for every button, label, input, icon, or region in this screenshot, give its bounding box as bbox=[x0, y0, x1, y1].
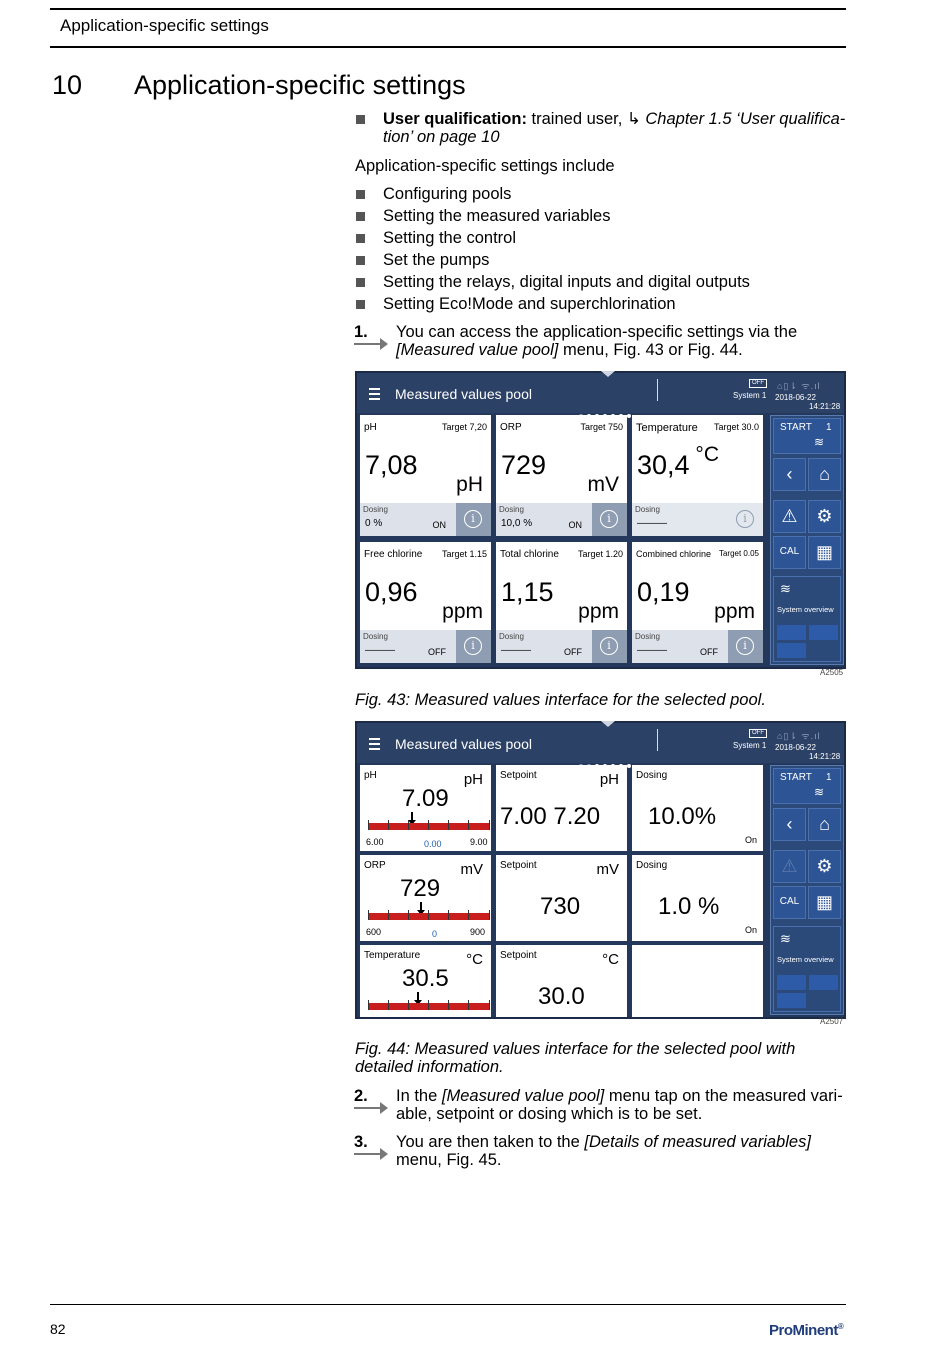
home-icon: ⌂ bbox=[819, 464, 830, 484]
dosing-label: Dosing bbox=[499, 632, 524, 641]
pool-wave-icon: ≋ bbox=[780, 931, 791, 946]
range-scale bbox=[368, 823, 490, 830]
list-item-text: Configuring pools bbox=[383, 185, 512, 203]
list-item-text: Set the pumps bbox=[383, 251, 490, 269]
list-item bbox=[356, 295, 750, 317]
divider bbox=[657, 379, 658, 401]
bullet-square bbox=[356, 256, 365, 265]
prominent-logo bbox=[769, 1322, 843, 1339]
overview-tile[interactable] bbox=[777, 643, 806, 658]
step-arrow-icon bbox=[354, 1107, 386, 1109]
registered-mark: ® bbox=[837, 1322, 844, 1331]
menu-icon[interactable] bbox=[369, 388, 380, 403]
fig44-screen bbox=[355, 721, 846, 1019]
step-text: You can access the application-specific settings via the bbox=[396, 323, 798, 341]
status-icons: ⌂▯⇂ ᯤ.ıl bbox=[777, 381, 821, 391]
dosing-label: Dosing bbox=[635, 632, 660, 641]
tile-unit: °C bbox=[695, 443, 719, 466]
tile-target: Target 7,20 bbox=[441, 422, 487, 432]
step-text: In the bbox=[396, 1087, 438, 1105]
start-number: 1 bbox=[826, 422, 832, 433]
tile-target: Target 0.05 bbox=[718, 549, 759, 558]
dosing-value: 10.0% bbox=[648, 803, 717, 830]
screen-top-bar bbox=[357, 373, 844, 413]
warning-button[interactable] bbox=[773, 850, 806, 883]
qualification-label: User qualification: bbox=[383, 110, 527, 128]
back-button[interactable] bbox=[773, 458, 806, 491]
tile-unit: mV bbox=[460, 861, 483, 878]
dosing-state: OFF bbox=[700, 647, 718, 657]
tile-value: 30.5 bbox=[402, 965, 449, 992]
chapter-title: Application-specific settings bbox=[134, 70, 466, 100]
home-icon: ⌂ bbox=[819, 814, 830, 834]
dosing-value: ——— bbox=[637, 518, 667, 529]
orp-setpoint-tile[interactable] bbox=[496, 855, 627, 941]
settings-button[interactable] bbox=[808, 850, 841, 883]
back-icon: ‹ bbox=[786, 814, 793, 834]
system-name: System 1 bbox=[733, 391, 767, 400]
fig43-caption: Fig. 43: Measured values interface for the selected pool. bbox=[355, 691, 766, 709]
overview-tile[interactable] bbox=[777, 625, 806, 640]
dosing-state: On bbox=[744, 925, 757, 935]
chart-button[interactable] bbox=[808, 886, 841, 919]
off-badge: OFF bbox=[749, 379, 767, 388]
list-item bbox=[356, 229, 750, 251]
tile-label: ORP bbox=[364, 860, 386, 871]
bullet-square bbox=[356, 190, 365, 199]
chapter-number: 10 bbox=[52, 70, 83, 100]
setpoint-value: 7.00 7.20 bbox=[500, 803, 601, 830]
dosing-value: ——— bbox=[501, 645, 531, 656]
ph-detail-tile[interactable] bbox=[360, 765, 491, 851]
value-marker-icon bbox=[417, 992, 419, 1002]
overview-tile[interactable] bbox=[777, 993, 806, 1008]
list-item-text: Setting the relays, digital inputs and digital outputs bbox=[383, 273, 750, 291]
header-top-rule bbox=[50, 8, 846, 10]
logo-text: ProMinent bbox=[769, 1322, 838, 1339]
qualification-text: trained user, bbox=[531, 110, 623, 128]
menu-icon[interactable] bbox=[369, 738, 380, 753]
pull-down-tab[interactable] bbox=[601, 721, 615, 727]
tile-label: Temperature bbox=[364, 950, 421, 961]
tile-value: 1,15 bbox=[501, 577, 554, 607]
info-button[interactable] bbox=[456, 503, 491, 536]
overview-tile[interactable] bbox=[809, 975, 838, 990]
tile-unit: pH bbox=[456, 473, 483, 496]
tile-label: Total chlorine bbox=[500, 549, 559, 560]
setpoint-unit: pH bbox=[599, 771, 619, 788]
overview-tile[interactable] bbox=[809, 625, 838, 640]
info-button[interactable] bbox=[456, 630, 491, 663]
caption-line: detailed information. bbox=[355, 1058, 504, 1076]
info-icon: i bbox=[736, 510, 754, 528]
info-button[interactable] bbox=[592, 503, 627, 536]
combined-chlorine-tile[interactable] bbox=[632, 542, 763, 663]
dosing-label: Dosing bbox=[636, 770, 668, 781]
value-marker-icon bbox=[420, 902, 422, 912]
dosing-bar[interactable] bbox=[496, 630, 627, 663]
tile-value: 0,96 bbox=[365, 577, 418, 607]
step-number: 2. bbox=[354, 1087, 368, 1105]
scale-min: 6.00 bbox=[366, 837, 384, 847]
warning-icon: ⚠ bbox=[781, 856, 798, 876]
side-panel bbox=[770, 765, 844, 1015]
bullet-square bbox=[356, 278, 365, 287]
tile-unit: °C bbox=[466, 951, 483, 968]
system-overview-button[interactable] bbox=[773, 576, 841, 662]
orp-detail-tile[interactable] bbox=[360, 855, 491, 941]
dosing-state: OFF bbox=[564, 647, 582, 657]
side-panel bbox=[770, 415, 844, 665]
reference-arrow-icon: ↳ bbox=[626, 110, 641, 128]
scale-max: 900 bbox=[470, 927, 486, 937]
pool-wave-icon: ≋ bbox=[780, 581, 791, 596]
dosing-label: Dosing bbox=[635, 505, 660, 514]
tile-label: pH bbox=[364, 770, 377, 781]
cal-label: CAL bbox=[779, 546, 800, 557]
page-dots[interactable] bbox=[579, 405, 635, 409]
page-number: 82 bbox=[50, 1321, 66, 1337]
step-number: 1. bbox=[354, 323, 368, 341]
start-label: START bbox=[780, 422, 812, 433]
chapter-reference-link-cont[interactable]: tion’ on page 10 bbox=[383, 128, 500, 146]
tile-value: 0,19 bbox=[637, 577, 690, 607]
scale-mid: 0 bbox=[432, 929, 438, 939]
screen-time: 14:21:28 bbox=[809, 752, 841, 761]
tile-unit: pH bbox=[463, 771, 483, 788]
dosing-label: Dosing bbox=[363, 505, 388, 514]
pool-wave-icon: ≋ bbox=[814, 435, 825, 449]
intro-text: Application-specific settings include bbox=[355, 157, 615, 175]
running-header: Application-specific settings bbox=[60, 16, 269, 35]
ph-dosing-tile[interactable] bbox=[632, 765, 763, 851]
step-arrow-icon bbox=[354, 343, 386, 345]
chart-icon: ▦ bbox=[815, 892, 833, 912]
system-overview-label: System overview bbox=[777, 955, 834, 964]
dosing-bar[interactable] bbox=[360, 503, 491, 536]
info-button[interactable] bbox=[728, 630, 763, 663]
tile-label: Temperature bbox=[636, 422, 698, 434]
settings-button[interactable] bbox=[808, 500, 841, 533]
screen-top-bar bbox=[357, 723, 844, 763]
step-text-cont: able, setpoint or dosing which is to be set. bbox=[396, 1105, 703, 1123]
menu-reference: [Details of measured variables] bbox=[584, 1133, 811, 1151]
warning-button[interactable] bbox=[773, 500, 806, 533]
warning-icon: ⚠ bbox=[781, 506, 798, 526]
dosing-bar[interactable] bbox=[496, 503, 627, 536]
value-marker-icon bbox=[411, 812, 413, 822]
home-button[interactable] bbox=[808, 808, 841, 841]
tile-unit: mV bbox=[587, 473, 619, 496]
ph-tile[interactable] bbox=[360, 415, 491, 536]
page-dots[interactable] bbox=[579, 755, 635, 759]
screen-time: 14:21:28 bbox=[809, 402, 841, 411]
dosing-value: 1.0 % bbox=[658, 893, 720, 920]
setpoint-unit: mV bbox=[596, 861, 619, 878]
bullet-square bbox=[356, 212, 365, 221]
start-label: START bbox=[780, 772, 812, 783]
setpoint-value: 30.0 bbox=[538, 983, 585, 1010]
tile-unit: ppm bbox=[442, 600, 483, 623]
start-number: 1 bbox=[826, 772, 832, 783]
gear-icon: ⚙ bbox=[816, 856, 833, 876]
system-name: System 1 bbox=[733, 741, 767, 750]
tile-value: 729 bbox=[501, 450, 547, 480]
dosing-value: ——— bbox=[637, 645, 667, 656]
setpoint-unit: °C bbox=[602, 951, 619, 968]
system-overview-button[interactable] bbox=[773, 926, 841, 1012]
temperature-tile[interactable] bbox=[632, 415, 763, 536]
tile-label: Combined chlorine bbox=[636, 549, 712, 559]
menu-reference: [Measured value pool] bbox=[396, 341, 559, 359]
step-text-cont: menu, Fig. 43 or Fig. 44. bbox=[562, 341, 743, 359]
list-item-text: Setting the measured variables bbox=[383, 207, 611, 225]
info-icon: i bbox=[736, 637, 754, 655]
step-text-cont: menu tap on the measured vari- bbox=[608, 1087, 843, 1105]
off-badge: OFF bbox=[749, 729, 767, 738]
tile-label: pH bbox=[364, 422, 377, 433]
bullet-square bbox=[356, 234, 365, 243]
tile-target: Target 30.0 bbox=[713, 422, 759, 432]
orp-tile[interactable] bbox=[496, 415, 627, 536]
overview-tile[interactable] bbox=[777, 975, 806, 990]
dosing-value: 0 % bbox=[365, 518, 383, 529]
back-button[interactable] bbox=[773, 808, 806, 841]
list-item bbox=[356, 273, 750, 295]
range-scale bbox=[368, 1003, 490, 1010]
info-icon: i bbox=[464, 637, 482, 655]
tile-value: 30,4 bbox=[637, 450, 690, 480]
step-arrow-icon bbox=[354, 1153, 386, 1155]
status-icons: ⌂▯⇂ ᯤ.ıl bbox=[777, 731, 821, 741]
pull-down-tab[interactable] bbox=[601, 371, 615, 377]
setpoint-label: Setpoint bbox=[500, 950, 537, 961]
tile-unit: ppm bbox=[714, 600, 755, 623]
list-item bbox=[356, 207, 750, 229]
header-bottom-rule bbox=[50, 46, 846, 48]
step-text: You are then taken to the bbox=[396, 1133, 580, 1151]
dosing-state: ON bbox=[432, 520, 446, 530]
cal-button[interactable] bbox=[773, 886, 806, 919]
dosing-label: Dosing bbox=[363, 632, 388, 641]
tile-value: 7.09 bbox=[402, 785, 449, 812]
step-number: 3. bbox=[354, 1133, 368, 1151]
ph-setpoint-tile[interactable] bbox=[496, 765, 627, 851]
dosing-bar[interactable] bbox=[632, 630, 763, 663]
tile-target: Target 1.20 bbox=[577, 549, 623, 559]
cal-button[interactable] bbox=[773, 536, 806, 569]
total-chlorine-tile[interactable] bbox=[496, 542, 627, 663]
fig43-screen bbox=[355, 371, 846, 669]
screen-date: 2018-06-22 bbox=[775, 393, 816, 402]
tile-label: ORP bbox=[500, 422, 522, 433]
tile-unit: ppm bbox=[578, 600, 619, 623]
screen-date: 2018-06-22 bbox=[775, 743, 816, 752]
chapter-reference-link[interactable]: Chapter 1.5 ‘User qualifica- bbox=[645, 110, 846, 128]
list-item-text: Setting the control bbox=[383, 229, 516, 247]
footer-rule bbox=[50, 1304, 846, 1305]
list-item bbox=[356, 185, 750, 207]
dosing-state: ON bbox=[568, 520, 582, 530]
scale-max: 9.00 bbox=[470, 837, 488, 847]
dosing-state: On bbox=[744, 835, 757, 845]
temperature-setpoint-tile[interactable] bbox=[496, 945, 627, 1017]
gear-icon: ⚙ bbox=[816, 506, 833, 526]
info-icon: i bbox=[464, 510, 482, 528]
screen-title: Measured values pool bbox=[395, 736, 532, 752]
start-button[interactable] bbox=[773, 768, 841, 804]
dosing-bar[interactable] bbox=[632, 503, 763, 536]
scale-mid: 0.00 bbox=[424, 839, 442, 849]
setpoint-label: Setpoint bbox=[500, 770, 537, 781]
dosing-label: Dosing bbox=[499, 505, 524, 514]
list-item bbox=[356, 251, 750, 273]
setpoint-value: 730 bbox=[540, 893, 581, 920]
orp-dosing-tile[interactable] bbox=[632, 855, 763, 941]
dosing-value: 10,0 % bbox=[501, 518, 533, 529]
tile-target: Target 1.15 bbox=[441, 549, 487, 559]
empty-tile bbox=[632, 945, 763, 1017]
home-button[interactable] bbox=[808, 458, 841, 491]
scale-min: 600 bbox=[366, 927, 382, 937]
info-icon: i bbox=[600, 510, 618, 528]
free-chlorine-tile[interactable] bbox=[360, 542, 491, 663]
tile-target: Target 750 bbox=[580, 422, 623, 432]
tile-value: 729 bbox=[400, 875, 441, 902]
dosing-bar[interactable] bbox=[360, 630, 491, 663]
temperature-detail-tile[interactable] bbox=[360, 945, 491, 1017]
caption-line: Fig. 44: Measured values interface for the selected pool with bbox=[355, 1040, 796, 1058]
pool-wave-icon: ≋ bbox=[814, 785, 825, 799]
bullet-square bbox=[356, 300, 365, 309]
info-button[interactable] bbox=[728, 503, 763, 536]
figure-code: A2507 bbox=[820, 1017, 844, 1026]
figure-code: A2505 bbox=[820, 668, 844, 677]
dosing-label: Dosing bbox=[636, 860, 668, 871]
chart-button[interactable] bbox=[808, 536, 841, 569]
system-overview-label: System overview bbox=[777, 605, 834, 614]
settings-list bbox=[356, 185, 750, 317]
qualification-block bbox=[356, 110, 846, 146]
tile-label: Free chlorine bbox=[364, 549, 423, 560]
step-text-cont: menu, Fig. 45. bbox=[396, 1151, 502, 1169]
dosing-value: ——— bbox=[365, 645, 395, 656]
menu-reference: [Measured value pool] bbox=[441, 1087, 605, 1105]
cal-label: CAL bbox=[779, 896, 800, 907]
chart-icon: ▦ bbox=[815, 542, 833, 562]
fig44-caption bbox=[355, 1040, 795, 1076]
range-scale bbox=[368, 913, 490, 920]
start-button[interactable] bbox=[773, 418, 841, 454]
divider bbox=[657, 729, 658, 751]
tile-value: 7,08 bbox=[365, 450, 418, 480]
back-icon: ‹ bbox=[786, 464, 793, 484]
info-button[interactable] bbox=[592, 630, 627, 663]
bullet-square bbox=[356, 115, 365, 124]
setpoint-label: Setpoint bbox=[500, 860, 537, 871]
dosing-state: OFF bbox=[428, 647, 446, 657]
list-item-text: Setting Eco!Mode and superchlorination bbox=[383, 295, 676, 313]
info-icon: i bbox=[600, 637, 618, 655]
screen-title: Measured values pool bbox=[395, 386, 532, 402]
